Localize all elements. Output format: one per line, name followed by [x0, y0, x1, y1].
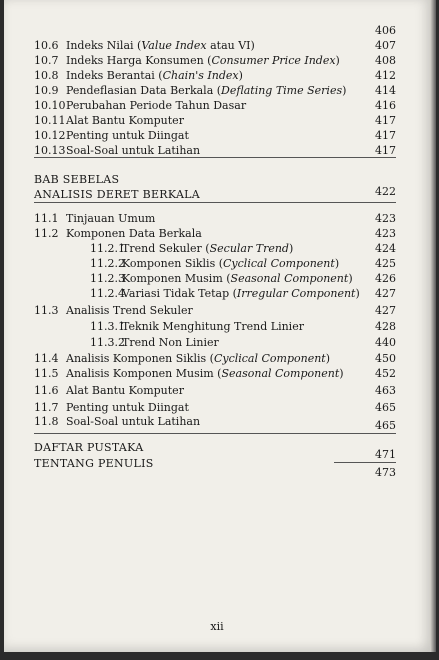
divider: [334, 462, 396, 463]
toc-row: [34, 414, 396, 432]
toc-title: Penting untuk Diingat: [66, 401, 189, 414]
toc-page-number: 414: [375, 84, 396, 97]
back-matter-page-number: 471: [375, 448, 396, 461]
toc-title: Alat Bantu Komputer: [66, 114, 184, 127]
toc-title: Pendeflasian Data Berkala (Deflating Time Series): [66, 84, 347, 97]
toc-number: 10.7: [34, 54, 59, 67]
toc-title: Analisis Trend Sekuler: [66, 304, 193, 317]
toc-page-number: 406: [375, 24, 396, 37]
page-folio: xii: [210, 620, 224, 633]
toc-page-number: 424: [375, 242, 396, 255]
toc-title: Komponen Siklis (Cyclical Component): [122, 257, 340, 270]
toc-row: [34, 383, 396, 398]
divider: [34, 157, 396, 158]
chapter-page-number: 422: [375, 185, 396, 198]
toc-page-number: 417: [375, 144, 396, 157]
toc-page-number: 463: [375, 384, 396, 397]
toc-row: [34, 38, 396, 53]
toc-number: 10.13: [34, 144, 66, 157]
book-page: [4, 0, 430, 652]
toc-page-number: 425: [375, 257, 396, 270]
toc-page-number: 440: [375, 336, 396, 349]
toc-title: Indeks Nilai (Value Index atau VI): [66, 39, 255, 52]
toc-row: [34, 113, 396, 128]
toc-number: 11.5: [34, 367, 59, 380]
toc-title: Soal-Soal untuk Latihan: [66, 144, 201, 157]
toc-number: 11.2.2: [90, 257, 125, 270]
toc-number: 11.3.2: [90, 336, 125, 349]
chapter-title: ANALISIS DERET BERKALA: [34, 188, 201, 201]
toc-row: [34, 335, 396, 350]
back-matter-page-number: 473: [375, 466, 396, 479]
table-of-contents: [4, 0, 430, 652]
toc-page-number: 423: [375, 212, 396, 225]
toc-number: 11.2.1: [90, 242, 125, 255]
toc-number: 11.2.3: [90, 272, 125, 285]
toc-row: [34, 143, 396, 158]
toc-number: 11.6: [34, 384, 59, 397]
toc-title: Penting untuk Diingat: [66, 129, 189, 142]
toc-row: [34, 211, 396, 226]
toc-row: [34, 319, 396, 334]
back-matter-title: DAFTAR PUSTAKA: [34, 441, 144, 454]
toc-page-number: 412: [375, 69, 396, 82]
toc-number: 11.2.4: [90, 287, 125, 300]
toc-row: [34, 366, 396, 381]
toc-number: 11.1: [34, 212, 59, 225]
toc-page-number: 416: [375, 99, 396, 112]
toc-title: Variasi Tidak Tetap (Irregular Component): [122, 287, 360, 300]
toc-number: 10.8: [34, 69, 59, 82]
toc-row: [34, 256, 396, 271]
toc-title: Trend Sekuler (Secular Trend): [122, 242, 294, 255]
toc-page-number: 417: [375, 114, 396, 127]
toc-number: 11.8: [34, 415, 59, 428]
toc-title: Komponen Data Berkala: [66, 227, 202, 240]
toc-row: [34, 303, 396, 318]
toc-page-number: 452: [375, 367, 396, 380]
toc-number: 10.10: [34, 99, 66, 112]
toc-title: Indeks Berantai (Chain's Index): [66, 69, 243, 82]
toc-page-number: 427: [375, 287, 396, 300]
toc-row: [34, 128, 396, 143]
toc-row: [34, 400, 396, 415]
toc-number: 11.7: [34, 401, 59, 414]
toc-row: [34, 286, 396, 301]
toc-page-number: 465: [375, 401, 396, 414]
toc-page-number: 423: [375, 227, 396, 240]
toc-row: [34, 68, 396, 83]
toc-title: Trend Non Linier: [122, 336, 219, 349]
toc-page-number: 407: [375, 39, 396, 52]
toc-number: 10.11: [34, 114, 66, 127]
toc-title: Soal-Soal untuk Latihan: [66, 415, 201, 428]
toc-page-number: 428: [375, 320, 396, 333]
toc-number: 10.12: [34, 129, 66, 142]
toc-title: Alat Bantu Komputer: [66, 384, 184, 397]
divider: [34, 202, 396, 203]
toc-row: [34, 226, 396, 241]
toc-number: 11.2: [34, 227, 59, 240]
toc-page-number: 465: [375, 419, 396, 432]
toc-number: 10.9: [34, 84, 59, 97]
toc-row: [34, 23, 396, 38]
toc-row: [34, 241, 396, 256]
toc-page-number: 427: [375, 304, 396, 317]
toc-row: [34, 83, 396, 98]
toc-page-number: 426: [375, 272, 396, 285]
toc-row: [34, 351, 396, 366]
toc-page-number: 450: [375, 352, 396, 365]
toc-row: [34, 53, 396, 68]
toc-row: [34, 98, 396, 113]
toc-title: Tinjauan Umum: [66, 212, 156, 225]
toc-title: Indeks Harga Konsumen (Consumer Price Index): [66, 54, 340, 67]
toc-number: 11.3: [34, 304, 59, 317]
toc-row: [34, 271, 396, 286]
toc-title: Analisis Komponen Siklis (Cyclical Component): [66, 352, 331, 365]
chapter-label: BAB SEBELAS: [34, 173, 120, 186]
toc-title: Analisis Komponen Musim (Seasonal Component): [66, 367, 344, 380]
toc-title: Komponen Musim (Seasonal Component): [122, 272, 353, 285]
divider: [34, 433, 396, 434]
toc-page-number: 417: [375, 129, 396, 142]
back-matter-title: TENTANG PENULIS: [34, 457, 154, 470]
toc-number: 11.3.1: [90, 320, 125, 333]
toc-number: 10.6: [34, 39, 59, 52]
toc-page-number: 408: [375, 54, 396, 67]
toc-title: Perubahan Periode Tahun Dasar: [66, 99, 247, 112]
toc-number: 11.4: [34, 352, 59, 365]
toc-title: Teknik Menghitung Trend Linier: [122, 320, 304, 333]
